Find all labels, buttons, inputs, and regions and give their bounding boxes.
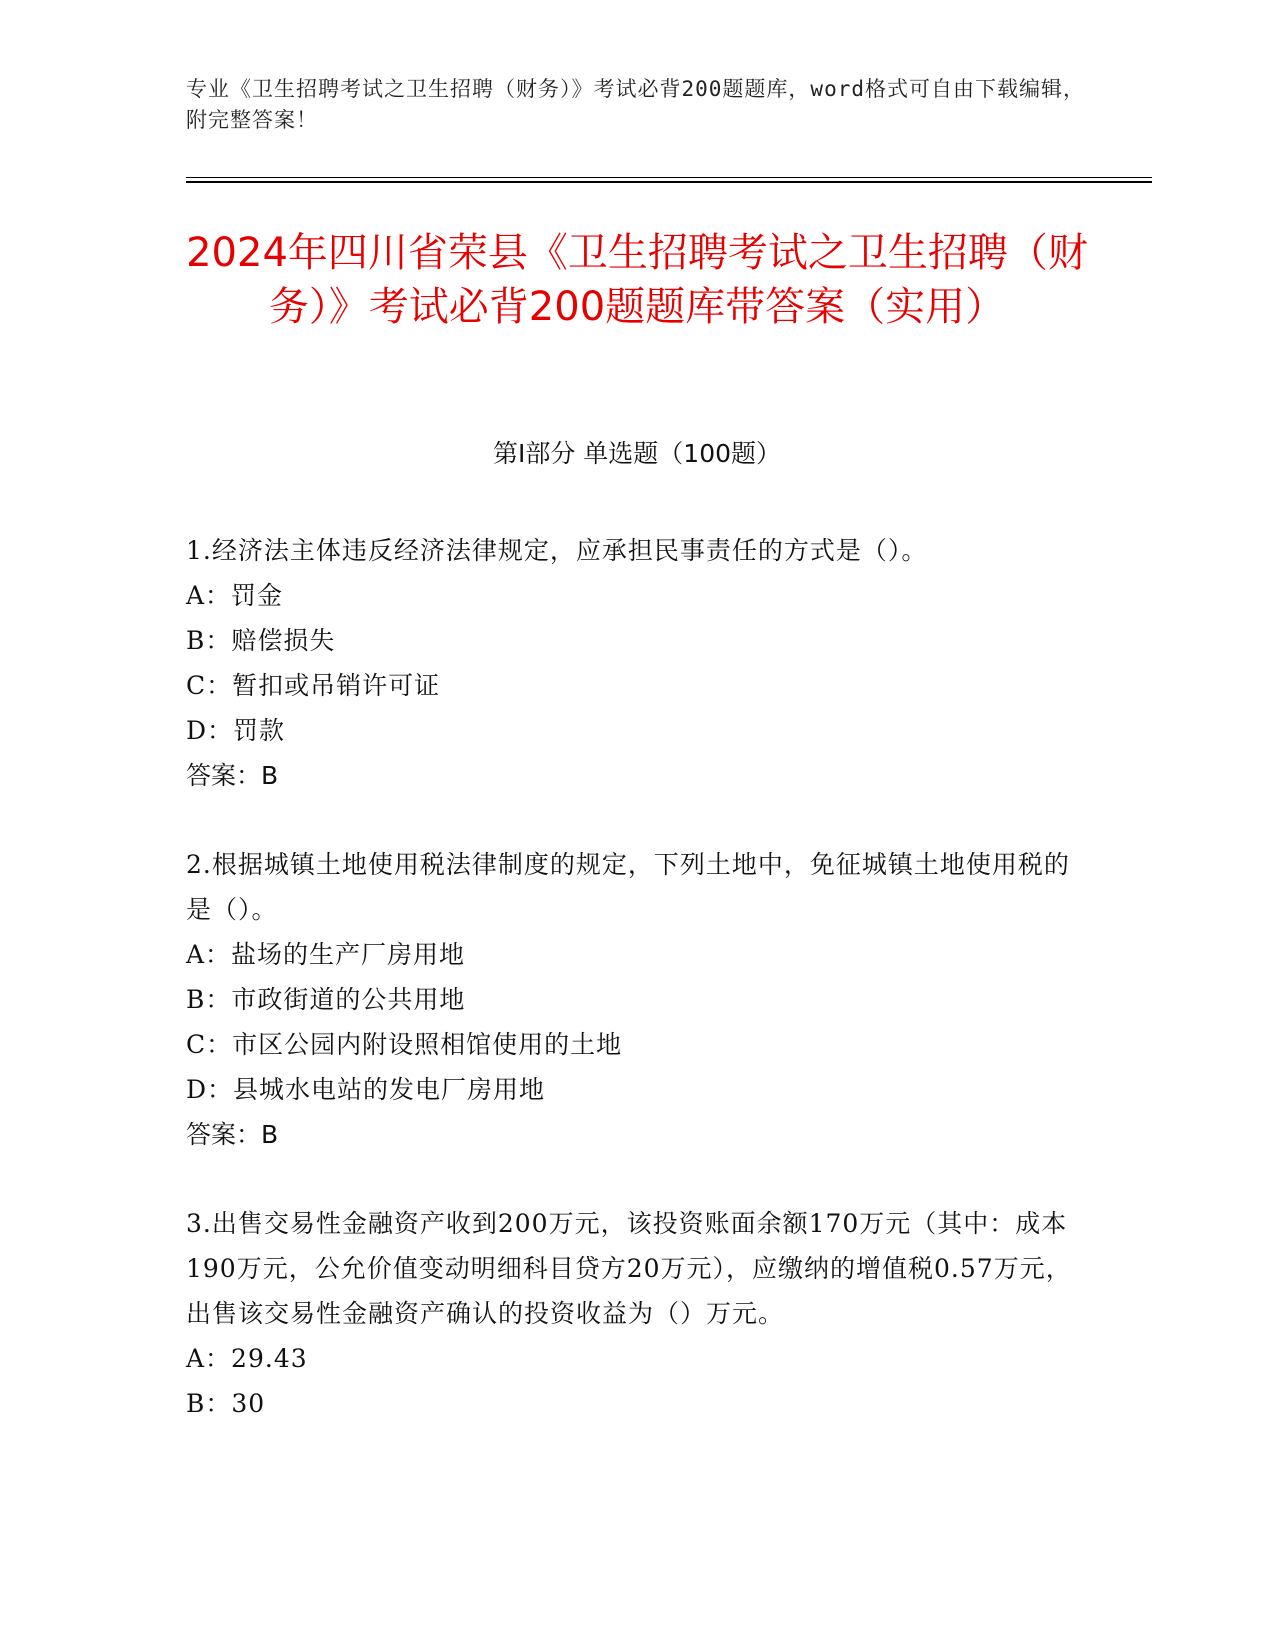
option-c: C：市区公园内附设照相馆使用的土地 (186, 1030, 623, 1059)
question-list (186, 528, 1086, 1470)
option-b: B：30 (186, 1389, 266, 1418)
header-divider-thick (186, 181, 1152, 183)
option-a: A：29.43 (186, 1344, 308, 1373)
question-1 (186, 528, 1086, 798)
option-b: B：赔偿损失 (186, 626, 336, 655)
option-d: D：罚款 (186, 716, 286, 745)
question-stem: 2.根据城镇土地使用税法律制度的规定，下列土地中，免征城镇土地使用税的是（）。 (186, 850, 1070, 924)
question-stem: 1.经济法主体违反经济法律规定，应承担民事责任的方式是（）。 (186, 536, 928, 565)
option-a: A：罚金 (186, 581, 284, 610)
answer: 答案：B (186, 761, 279, 790)
question-3 (186, 1201, 1086, 1426)
section-title: 第Ⅰ部分 单选题（100题） (492, 439, 782, 468)
header-note: 专业《卫生招聘考试之卫生招聘（财务）》考试必背200题题库，word格式可自由下载编辑，附完整答案！ (186, 77, 1085, 132)
question-stem: 3.出售交易性金融资产收到200万元，该投资账面余额170万元（其中：成本190万元，公允价值变动明细科目贷方20万元），应缴纳的增值税0.57万元，出售该交易性金融资产确认的投资收益为（）万元。 (186, 1209, 1072, 1328)
question-2 (186, 842, 1086, 1157)
option-d: D：县城水电站的发电厂房用地 (186, 1075, 546, 1104)
answer: 答案：B (186, 1120, 279, 1149)
option-b: B：市政街道的公共用地 (186, 985, 466, 1014)
header-divider-thin (186, 177, 1152, 178)
option-a: A：盐场的生产厂房用地 (186, 940, 466, 969)
option-c: C：暂扣或吊销许可证 (186, 671, 441, 700)
document-title: 2024年四川省荣县《卫生招聘考试之卫生招聘（财务）》考试必背200题题库带答案（实用） (186, 230, 1088, 330)
